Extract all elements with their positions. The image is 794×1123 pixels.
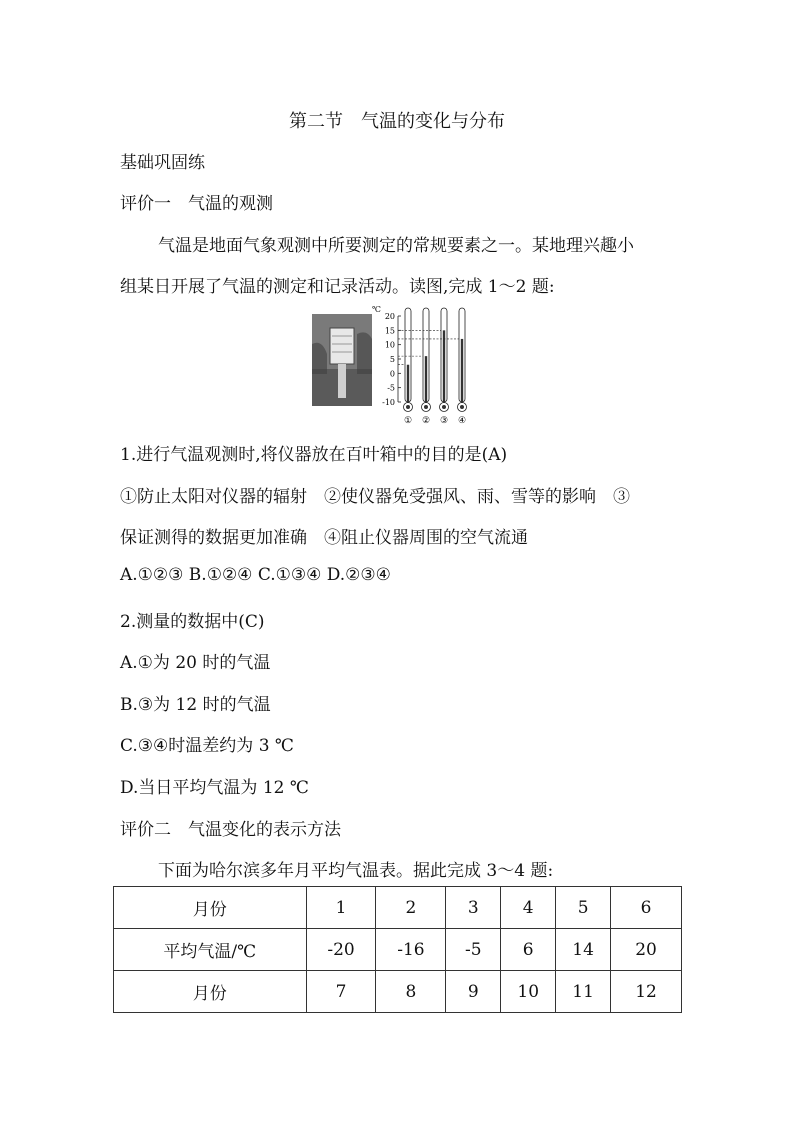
- table-cell: 12: [611, 971, 682, 1013]
- table-cell: 10: [501, 971, 556, 1013]
- q1-options: A.①②③ B.①②④ C.①③④ D.②③④: [120, 565, 391, 585]
- table-cell: 20: [611, 929, 682, 971]
- intro-2: 下面为哈尔滨多年月平均气温表。据此完成 3～4 题:: [158, 861, 554, 881]
- tube-label: ①: [403, 416, 413, 426]
- q2-option-c: C.③④时温差约为 3 ℃: [120, 736, 294, 756]
- intro-line-1: 气温是地面气象观测中所要测定的常规要素之一。某地理兴趣小: [158, 236, 634, 256]
- section-heading-basic: 基础巩固练: [120, 153, 205, 173]
- q1-stem: 1.进行气温观测时,将仪器放在百叶箱中的目的是(A): [120, 445, 508, 465]
- table-cell: 9: [446, 971, 501, 1013]
- tube-label: ③: [439, 416, 449, 426]
- bulb-core: [442, 405, 446, 409]
- q2-option-d: D.当日平均气温为 12 ℃: [120, 778, 309, 798]
- q1-statements-line-1: ①防止太阳对仪器的辐射 ②使仪器免受强风、雨、雪等的影响 ③: [120, 487, 630, 507]
- table-cell: -16: [376, 929, 446, 971]
- table-cell: 1: [306, 887, 376, 929]
- table-cell: 6: [611, 887, 682, 929]
- thermometer-chart: [370, 304, 490, 429]
- tick-label: -10: [382, 398, 395, 407]
- table-row: [114, 887, 682, 929]
- tube-label: ②: [421, 416, 431, 426]
- table-cell: 2: [376, 887, 446, 929]
- tick-label: 15: [384, 326, 395, 336]
- intro-line-2: 组某日开展了气温的测定和记录活动。读图,完成 1～2 题:: [120, 277, 555, 297]
- tick-label: 5: [389, 355, 395, 364]
- table-cell: -5: [446, 929, 501, 971]
- thermometer-figure: [312, 304, 492, 429]
- bulb-core: [406, 405, 410, 409]
- table-cell: 11: [556, 971, 611, 1013]
- unit-label: ℃: [372, 305, 381, 314]
- mercury-column: [407, 365, 409, 404]
- bulb-core: [424, 405, 428, 409]
- mercury-column: [443, 330, 445, 404]
- q2-stem: 2.测量的数据中(C): [120, 612, 265, 632]
- table-cell: 8: [376, 971, 446, 1013]
- tube-label: ④: [457, 416, 467, 426]
- bulb-core: [460, 405, 464, 409]
- tick-label: 20: [384, 312, 395, 321]
- q2-option-b: B.③为 12 时的气温: [120, 695, 271, 715]
- table-cell: 14: [556, 929, 611, 971]
- temperature-table: [113, 886, 682, 1013]
- tick-label: 0: [389, 369, 395, 379]
- row-header-cell: 平均气温/℃: [114, 929, 307, 971]
- table-cell: 4: [501, 887, 556, 929]
- table-cell: -20: [306, 929, 376, 971]
- row-header-cell: 月份: [114, 887, 307, 929]
- table-row: [114, 971, 682, 1013]
- eval1-heading: 评价一 气温的观测: [120, 194, 273, 214]
- tick-label: -5: [387, 383, 395, 393]
- row-header-cell: 月份: [114, 971, 307, 1013]
- table-cell: 6: [501, 929, 556, 971]
- instrument-shelter-photo: [312, 314, 372, 406]
- tick-label: 10: [384, 340, 395, 350]
- table-cell: 3: [446, 887, 501, 929]
- table-cell: 7: [306, 971, 376, 1013]
- page-title: 第二节 气温的变化与分布: [289, 111, 505, 132]
- mercury-column: [425, 356, 427, 404]
- q2-option-a: A.①为 20 时的气温: [120, 653, 271, 673]
- eval2-heading: 评价二 气温变化的表示方法: [120, 820, 341, 840]
- q1-statements-line-2: 保证测得的数据更加准确 ④阻止仪器周围的空气流通: [120, 528, 528, 548]
- table-row: [114, 929, 682, 971]
- table-cell: 5: [556, 887, 611, 929]
- mercury-column: [461, 339, 463, 404]
